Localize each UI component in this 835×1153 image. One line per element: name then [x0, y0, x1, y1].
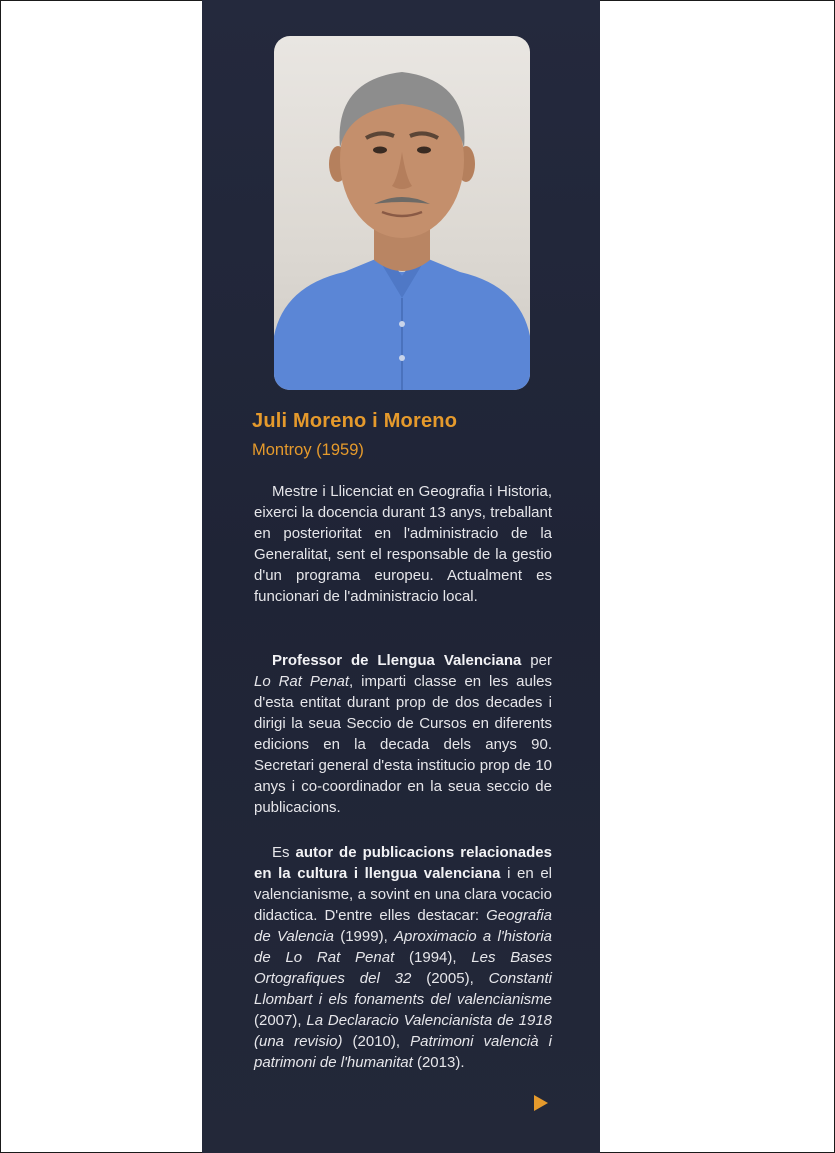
publication-title: Aproximacio a l'historia de Lo Rat Penat	[254, 928, 552, 966]
portrait-illustration	[274, 36, 530, 390]
person-origin: Montroy (1959)	[252, 441, 364, 459]
paragraph-2-text: per	[521, 652, 552, 669]
paragraph-3-text: (2005),	[411, 970, 489, 987]
play-arrow-icon	[534, 1095, 548, 1111]
publication-title: Les Bases Ortografiques del 32	[254, 949, 552, 987]
bio-panel	[202, 0, 600, 1153]
paragraph-2-italic: Lo Rat Penat	[254, 673, 350, 690]
publication-title: La Declaracio Valencianista de 1918 (una revisio)	[254, 1012, 552, 1050]
publication-title: Constanti Llombart i els fonaments del valencianisme	[254, 970, 552, 1008]
bio-paragraph-2	[254, 650, 552, 818]
bio-paragraph-1	[254, 481, 552, 607]
paragraph-3-text: (2010),	[342, 1033, 411, 1050]
paragraph-3-text: Es	[272, 844, 296, 861]
bio-paragraph-3	[254, 842, 552, 1073]
publication-title: Geografia de Valencia	[254, 907, 552, 945]
paragraph-2-lead: Professor de Llengua Valenciana	[272, 652, 522, 669]
paragraph-3-text: (1999),	[333, 928, 395, 945]
paragraph-3-text: (2007),	[254, 1012, 307, 1029]
paragraph-3-bold: autor de publicacions relacionades en la cultura i llengua valenciana	[254, 844, 552, 882]
person-name: Juli Moreno i Moreno	[252, 410, 458, 432]
paragraph-1-text: Mestre i Llicenciat en Geografia i Historia, eixerci la docencia durant 13 anys, treballant en posterioritat en l'administracio de la Generalitat, sent el responsable de la gestio d'un programa europeu. Actualment es funcionari de l'administracio local.	[254, 483, 552, 605]
paragraph-3-text: i en el valencianisme, a sovint en una clara vocacio didactica. D'entre elles destacar:	[254, 865, 552, 924]
portrait-photo	[274, 36, 530, 390]
paragraph-3-text: (2013).	[412, 1054, 465, 1071]
paragraph-2-text: , imparti classe en les aules d'esta entitat durant prop de dos decades i dirigi la seua Seccio de Cursos en diferents edicions en la decada dels anys 90. Secretari general d'esta institucio prop de 10 anys i co-coordinador en la seua seccio de publicacions.	[254, 673, 553, 816]
publication-title: Patrimoni valencià i patrimoni de l'humanitat	[254, 1033, 552, 1071]
paragraph-3-text: (1994),	[394, 949, 472, 966]
